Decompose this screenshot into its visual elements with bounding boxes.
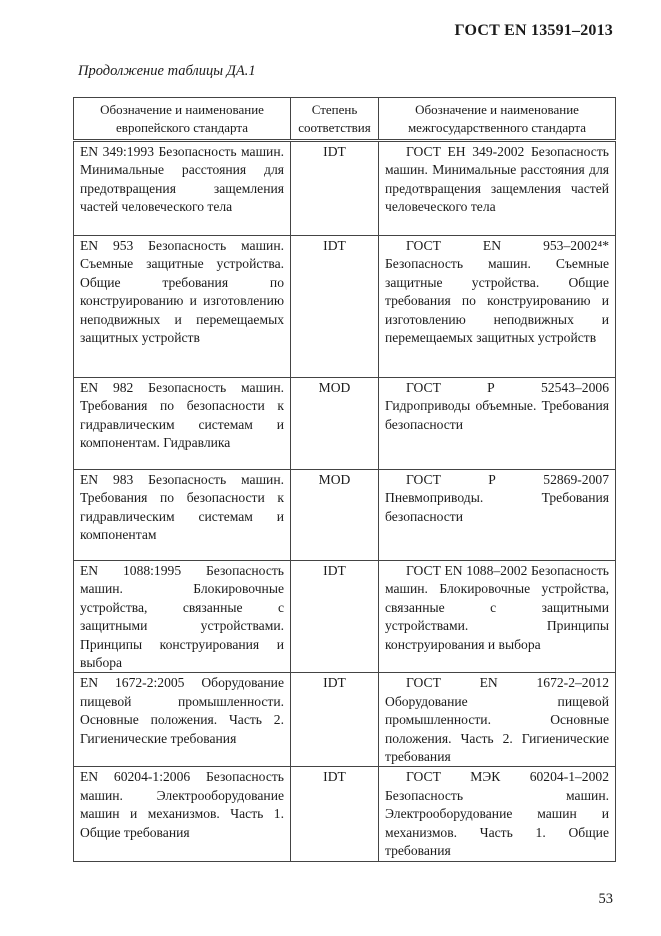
degree-of-conformity-cell: MOD — [291, 470, 379, 561]
european-standard-cell: EN 349:1993 Безопасность машин. Минимальные расстояния для предотвращения защемления частей человеческого тела — [74, 141, 291, 236]
table-row — [74, 141, 616, 236]
column-header-degree-of-conformity: Степень соответствия — [291, 98, 379, 141]
degree-of-conformity-cell: IDT — [291, 767, 379, 861]
european-standard-cell: EN 982 Безопасность машин. Требования по безопасности к гидравлическим системам и компонентам. Гидравлика — [74, 378, 291, 470]
degree-of-conformity-cell: IDT — [291, 561, 379, 673]
standards-correspondence-table — [73, 97, 616, 862]
interstate-standard-cell: ГОСТ МЭК 60204-1–2002 Безопасность машин. Электрооборудование машин и механизмов. Часть 1. Общие требования — [379, 767, 616, 861]
interstate-standard-cell: ГОСТ EN 953–2002⁴* Безопасность машин. Съемные защитные устройства. Общие требования по конструированию и изготовлению неподвижных и перемещаемых защитных устройств — [379, 236, 616, 378]
degree-of-conformity-cell: MOD — [291, 378, 379, 470]
european-standard-cell: EN 1672-2:2005 Оборудование пищевой промышленности. Основные положения. Часть 2. Гигиенические требования — [74, 673, 291, 767]
interstate-standard-cell: ГОСТ Р 52543–2006 Гидроприводы объемные. Требования безопасности — [379, 378, 616, 470]
european-standard-cell: EN 983 Безопасность машин. Требования по безопасности к гидравлическим системам и компонентам — [74, 470, 291, 561]
interstate-standard-cell: ГОСТ EN 1088–2002 Безопасность машин. Блокировочные устройства, связанные с защитными устройствами. Принципы конструирования и выбора — [379, 561, 616, 673]
page-number: 53 — [598, 891, 613, 907]
table-row — [74, 378, 616, 470]
european-standard-cell: EN 1088:1995 Безопасность машин. Блокировочные устройства, связанные с защитными устройствами. Принципы конструирования и выбора — [74, 561, 291, 673]
european-standard-cell: EN 953 Безопасность машин. Съемные защитные устройства. Общие требования по конструированию и изготовлению неподвижных и перемещаемых защитных устройств — [74, 236, 291, 378]
column-header-interstate-standard: Обозначение и наименование межгосударственного стандарта — [379, 98, 616, 141]
interstate-standard-cell: ГОСТ EN 1672-2–2012 Оборудование пищевой промышленности. Основные положения. Часть 2. Гигиенические требования — [379, 673, 616, 767]
table-row — [74, 673, 616, 767]
table-row — [74, 236, 616, 378]
column-header-european-standard: Обозначение и наименование европейского стандарта — [74, 98, 291, 141]
degree-of-conformity-cell: IDT — [291, 141, 379, 236]
degree-of-conformity-cell: IDT — [291, 673, 379, 767]
table-row — [74, 470, 616, 561]
document-code-header: ГОСТ EN 13591–2013 — [454, 22, 613, 39]
degree-of-conformity-cell: IDT — [291, 236, 379, 378]
table-caption: Продолжение таблицы ДА.1 — [78, 63, 256, 79]
interstate-standard-cell: ГОСТ ЕН 349-2002 Безопасность машин. Минимальные расстояния для предотвращения защемления частей человеческого тела — [379, 141, 616, 236]
interstate-standard-cell: ГОСТ Р 52869-2007 Пневмоприводы. Требования безопасности — [379, 470, 616, 561]
european-standard-cell: EN 60204-1:2006 Безопасность машин. Электрооборудование машин и механизмов. Часть 1. Общие требования — [74, 767, 291, 861]
table-header-row — [74, 98, 616, 141]
table-row — [74, 561, 616, 673]
table-row — [74, 767, 616, 861]
